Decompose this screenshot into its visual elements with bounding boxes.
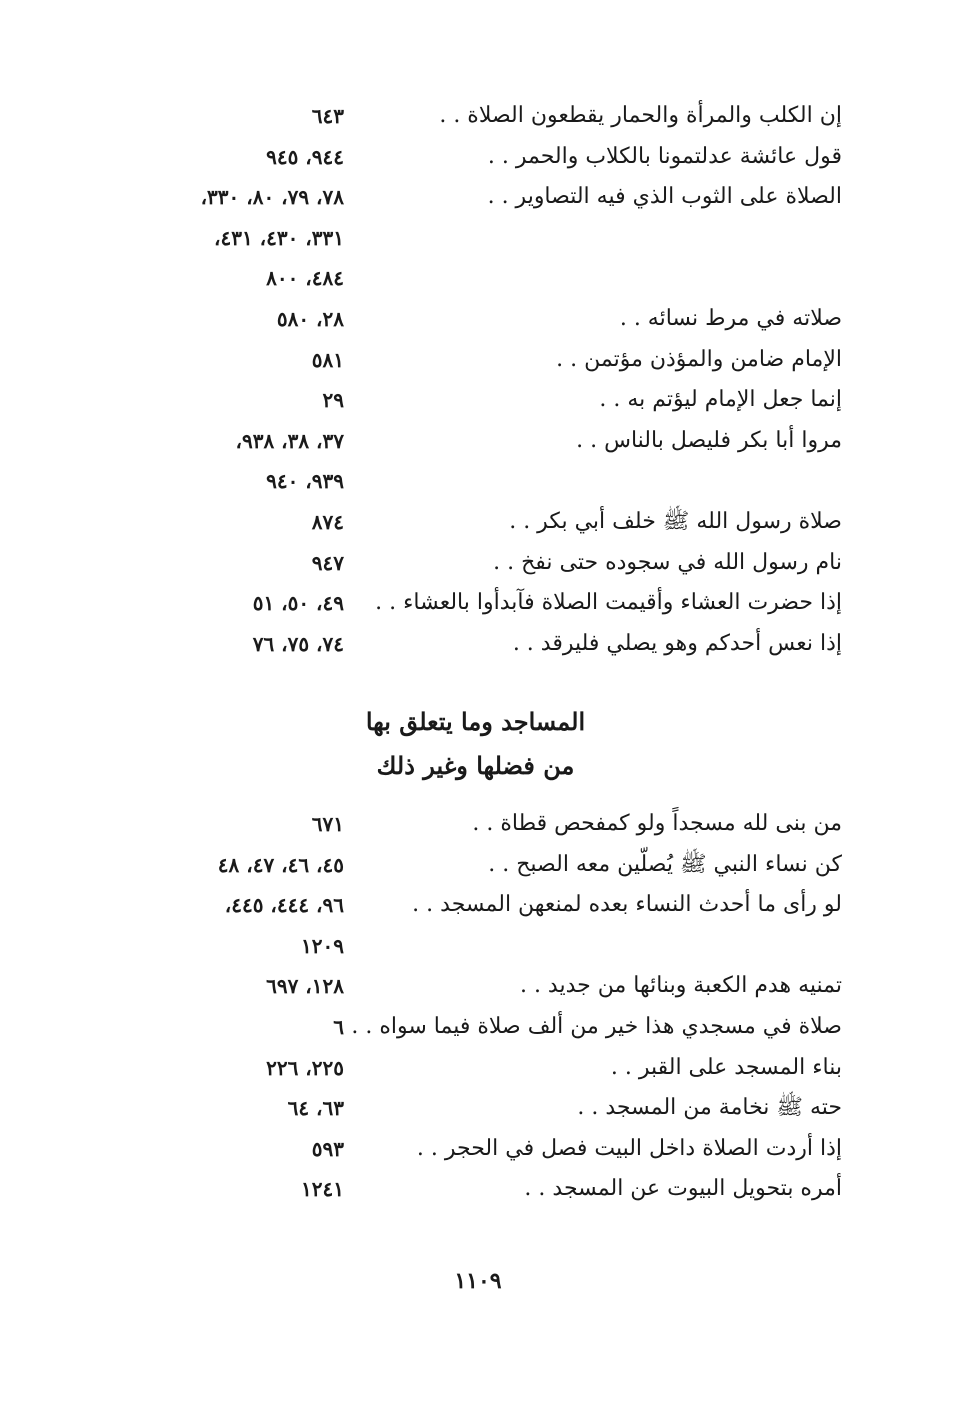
section-heading-line-1: المساجد وما يتعلق بها	[365, 707, 586, 736]
entry-title: صلاة رسول الله ﷺ خلف أبي بكر . .	[509, 508, 842, 534]
entry-title: حته ﷺ نخامة من المسجد . .	[577, 1095, 842, 1121]
index-entry	[0, 299, 956, 340]
entry-title: صلاته في مرط نسائه . .	[619, 305, 842, 331]
entry-title: كن نساء النبي ﷺ يُصلّين معه الصبح . .	[488, 851, 842, 877]
index-entry	[0, 583, 956, 624]
index-entry-continuation	[0, 218, 956, 259]
index-entry	[0, 137, 956, 178]
entry-title: بناء المسجد على القبر . .	[610, 1054, 842, 1080]
index-entry-continuation	[0, 461, 956, 502]
index-section-mosques	[0, 804, 956, 1210]
entry-refs: ٤٨٤، ٨٠٠	[266, 266, 344, 291]
entry-refs: ٤٥، ٤٦، ٤٧، ٤٨	[217, 852, 344, 877]
entry-refs: ٩٣٩، ٩٤٠	[266, 469, 344, 494]
index-entry	[0, 340, 956, 381]
page-number: ١١٠٩	[454, 1268, 502, 1294]
entry-refs: ٤٩، ٥٠، ٥١	[252, 591, 344, 616]
entry-title: أمره بتحويل البيوت عن المسجد . .	[524, 1176, 842, 1202]
entry-title: إذا حضرت العشاء وأقيمت الصلاة فآبدأوا بالعشاء . .	[375, 590, 842, 616]
entry-refs: ٦٣، ٦٤	[287, 1096, 344, 1121]
entry-refs: ٦٧١	[311, 812, 344, 836]
index-entry	[0, 96, 956, 137]
index-entry	[0, 1129, 956, 1170]
entry-refs: ١٢٨، ٦٩٧	[266, 974, 344, 999]
index-entry	[0, 177, 956, 218]
index-entry	[0, 502, 956, 543]
entry-refs: ١٢٠٩	[301, 933, 344, 958]
index-entry	[0, 624, 956, 665]
entry-refs: ٣٣١، ٤٣٠، ٤٣١،	[213, 225, 344, 250]
index-entry	[0, 380, 956, 421]
index-section-prayer	[0, 96, 956, 664]
entry-title: تمنيه هدم الكعبة وبنائها من جديد . .	[519, 973, 842, 999]
entry-title: صلاة في مسجدي هذا خير من ألف صلاة فيما سواه . .	[351, 1013, 842, 1039]
entry-title: إن الكلب والمرأة والحمار يقطعون الصلاة . .	[439, 103, 842, 128]
entry-refs: ٨٧٤	[311, 509, 344, 534]
entry-refs: ٦	[333, 1014, 344, 1039]
entry-title: لو رأى ما أحدث النساء بعده لمنعهن المسجد . .	[412, 892, 842, 918]
index-entry	[0, 885, 956, 926]
entry-refs: ٦٤٣	[311, 104, 344, 128]
entry-title: من بنى لله مسجداً ولو كمفحص قطاة . .	[472, 811, 842, 836]
entry-refs: ٣٧، ٣٨، ٩٣٨،	[235, 428, 344, 453]
entry-refs: ٥٨١	[311, 347, 344, 372]
entry-refs: ٧٨، ٧٩، ٨٠، ٣٣٠،	[200, 185, 344, 210]
entry-title: إنما جعل الإمام ليؤتم به . .	[599, 387, 842, 413]
index-entry	[0, 804, 956, 845]
entry-title: مروا أبا بكر فليصل بالناس . .	[576, 427, 842, 453]
entry-title: قول عائشة عدلتمونا بالكلاب والحمر . .	[487, 143, 842, 169]
entry-title: الصلاة على الثوب الذي فيه التصاوير . .	[487, 184, 842, 210]
entry-refs: ٥٩٣	[311, 1136, 344, 1161]
index-entry	[0, 966, 956, 1007]
index-entry	[0, 1169, 956, 1210]
index-entry	[0, 421, 956, 462]
entry-refs: ٩٤٧	[311, 550, 344, 575]
entry-title: إذا أردت الصلاة داخل البيت فصل في الحجر . .	[416, 1135, 842, 1161]
entry-refs: ٢٨، ٥٨٠	[276, 306, 344, 331]
index-entry	[0, 543, 956, 584]
entry-title: إذا نعس أحدكم وهو يصلي فليرقد . .	[512, 630, 842, 656]
index-entry-continuation	[0, 258, 956, 299]
index-entry	[0, 1048, 956, 1089]
index-entry	[0, 1007, 956, 1048]
section-heading-line-2: من فضلها وغير ذلك	[376, 751, 575, 780]
index-entry	[0, 1088, 956, 1129]
entry-refs: ٩٦، ٤٤٤، ٤٤٥،	[224, 893, 344, 918]
index-entry	[0, 845, 956, 886]
entry-refs: ٢٢٥، ٢٢٦	[266, 1055, 344, 1080]
entry-refs: ٢٩	[322, 388, 344, 413]
entry-title: نام رسول الله في سجوده حتى نفخ . .	[493, 549, 842, 575]
entry-refs: ١٢٤١	[301, 1177, 344, 1202]
entry-title: الإمام ضامن والمؤذن مؤتمن . .	[556, 346, 842, 372]
entry-refs: ٧٤، ٧٥، ٧٦	[252, 631, 344, 656]
index-entry-continuation	[0, 926, 956, 967]
entry-refs: ٩٤٤، ٩٤٥	[266, 144, 344, 169]
